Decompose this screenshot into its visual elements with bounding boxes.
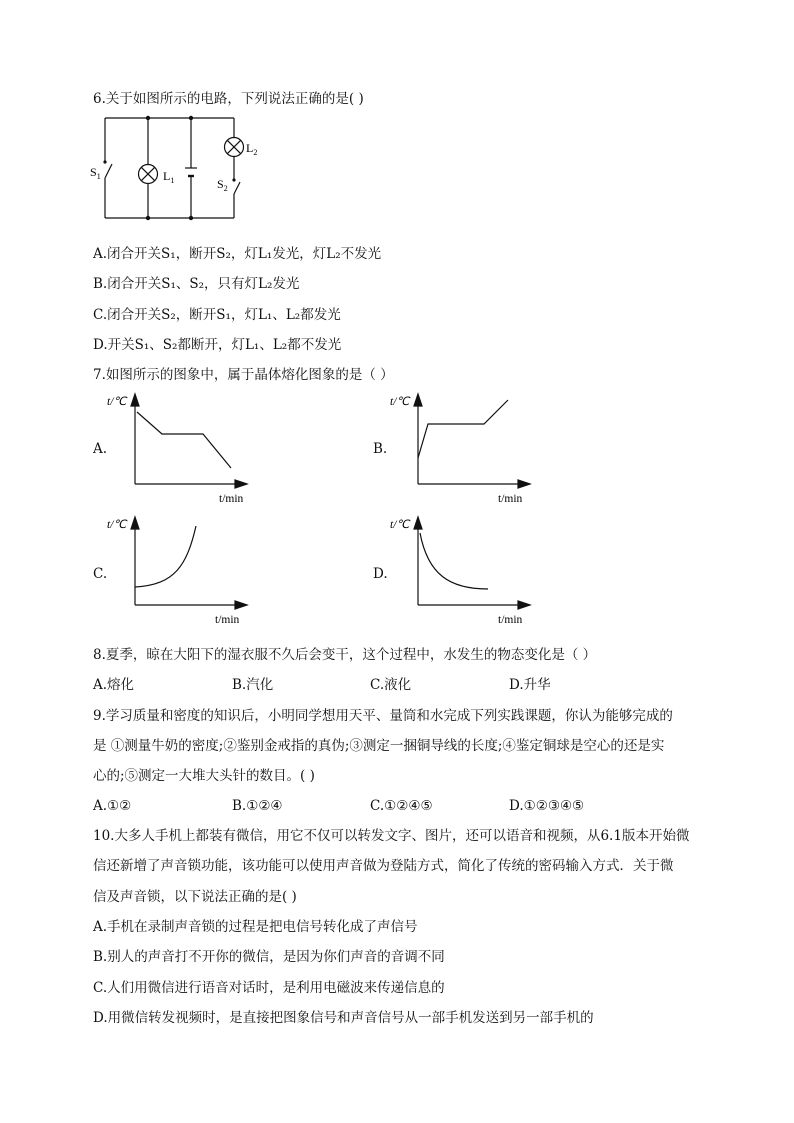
- question-10-line-3: 信及声音锁，以下说法正确的是( ): [93, 889, 297, 905]
- question-6-option-c[interactable]: C.闭合开关S₂，断开S₁，灯L₁、L₂都发光: [93, 307, 341, 323]
- graph-b[interactable]: [388, 390, 548, 508]
- question-10-line-1: 10.大多人手机上都装有微信，用它不仅可以转发文字、图片，还可以语音和视频，从6.1版本开始微: [93, 828, 690, 844]
- graph-b-x-label: t/min: [498, 493, 523, 505]
- label-l1: $L_1$: [163, 169, 175, 185]
- graph-a[interactable]: [105, 390, 265, 508]
- graph-b-y-label: t/℃: [390, 396, 410, 408]
- graph-a-y-label: t/℃: [107, 396, 127, 408]
- label-l2: $L_2$: [246, 141, 258, 157]
- lamp-l2-icon: [225, 138, 244, 157]
- graph-d-curve: [420, 533, 488, 589]
- question-10-line-2: 信还新增了声音锁功能，该功能可以使用声音做为登陆方式，简化了传统的密码输入方式．关于微: [93, 858, 674, 874]
- graph-c-curve: [135, 526, 196, 587]
- question-7-stem: 7.如图所示的图象中，属于晶体熔化图象的是（ ）: [93, 367, 394, 383]
- question-9-option-d[interactable]: D.①②③④⑤: [509, 798, 585, 814]
- question-9-option-c[interactable]: C.①②④⑤: [370, 798, 433, 814]
- question-8-option-a[interactable]: A.熔化: [93, 677, 135, 693]
- question-10-option-b[interactable]: B.别人的声音打不开你的微信，是因为你们声音的音调不同: [93, 949, 445, 965]
- circuit-diagram: [80, 112, 280, 224]
- question-9-line-3: 心的;⑤测定一大堆大头针的数目。( ): [93, 768, 315, 784]
- graph-b-curve: [418, 400, 508, 458]
- question-8-stem: 8.夏季，晾在大阳下的湿衣服不久后会变干，这个过程中，水发生的物态变化是（ ）: [93, 647, 597, 663]
- question-6-option-a[interactable]: A.闭合开关S₁，断开S₂，灯L₁发光，灯L₂不发光: [93, 246, 382, 262]
- graph-c-label[interactable]: C.: [93, 566, 108, 582]
- question-9-option-a[interactable]: A.①②: [93, 798, 132, 814]
- battery-icon: [185, 168, 197, 176]
- question-10-option-a[interactable]: A.手机在录制声音锁的过程是把电信号转化成了声信号: [93, 919, 418, 935]
- label-s2: $S_2$: [217, 177, 228, 193]
- question-8-option-b[interactable]: B.汽化: [232, 677, 274, 693]
- graph-c-y-label: t/℃: [107, 519, 127, 531]
- switch-s2-contact: [232, 178, 235, 181]
- question-9-line-2: 是 ①测量牛奶的密度;②鉴别金戒指的真伪;③测定一捆铜导线的长度;④鉴定铜球是空心的还是实: [93, 738, 665, 754]
- question-9-option-b[interactable]: B.①②④: [232, 798, 283, 814]
- graph-c-x-label: t/min: [215, 614, 240, 626]
- graph-d-x-label: t/min: [498, 614, 523, 626]
- switch-s1-contact: [103, 160, 106, 163]
- lamp-l1-icon: [139, 165, 158, 184]
- question-8-option-d[interactable]: D.升华: [509, 677, 551, 693]
- question-10-option-d[interactable]: D.用微信转发视频时，是直接把图象信号和声音信号从一部手机发送到另一部手机的: [93, 1010, 594, 1026]
- graph-b-label[interactable]: B.: [373, 441, 388, 457]
- question-6-option-d[interactable]: D.开关S₁、S₂都断开，灯L₁、L₂都不发光: [93, 337, 342, 353]
- question-6-stem: 6.关于如图所示的电路，下列说法正确的是( ): [93, 91, 364, 107]
- graph-a-curve: [137, 412, 231, 468]
- graph-a-x-label: t/min: [219, 493, 244, 505]
- graph-c[interactable]: [105, 513, 265, 631]
- graph-d-y-label: t/℃: [390, 519, 410, 531]
- question-6-option-b[interactable]: B.闭合开关S₁、S₂，只有灯L₂发光: [93, 276, 300, 292]
- question-10-option-c[interactable]: C.人们用微信进行语音对话时，是利用电磁波来传递信息的: [93, 980, 445, 996]
- graph-d[interactable]: [388, 513, 548, 631]
- question-9-line-1: 9.学习质量和密度的知识后，小明同学想用天平、量筒和水完成下列实践课题，你认为能够完成的: [93, 708, 673, 724]
- label-s1: $S_1$: [90, 165, 101, 181]
- graph-a-label[interactable]: A.: [93, 441, 108, 457]
- graph-d-label[interactable]: D.: [373, 566, 388, 582]
- question-8-option-c[interactable]: C.液化: [370, 677, 412, 693]
